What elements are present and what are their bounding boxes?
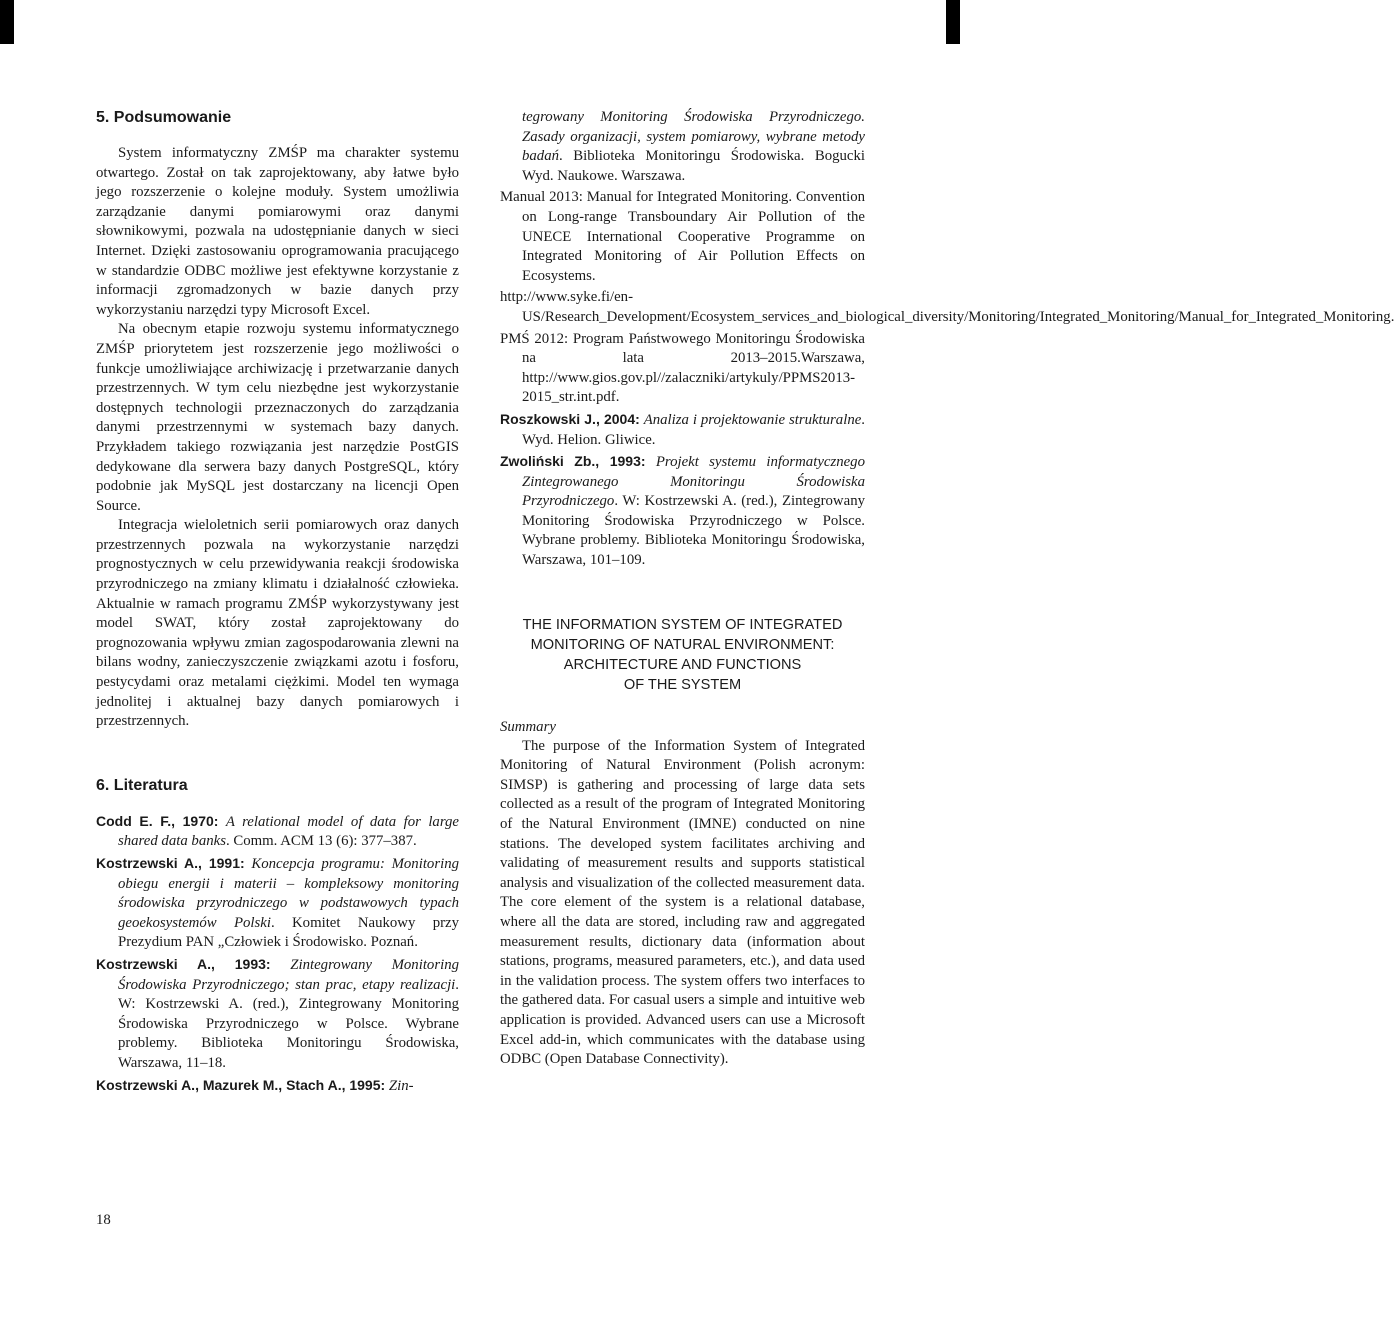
summary-paragraph: Integracja wieloletnich serii pomiarowych oraz danych przestrzennych pozwala na wykorzystanie narzędzi prognostycznych w celu przewidywania reakcji środowiska przyrodniczego na zmiany klimatu i działalność człowieka. Aktualnie w ramach programu ZMŚP wykorzystywany jest model SWAT, który został zaprojektowany do prognozowania wpływu zmian zagospodarowania zlewni na bilans wodny, zanieczyszczenie związkami azotu i fosforu, pestycydami oraz metalami ciężkimi. Model ten wymaga jednolitej i aktualnej bazy danych pomiarowych i przestrzennych.: [96, 517, 459, 730]
reference-item: Manual 2013: Manual for Integrated Monitoring. Convention on Long-range Transboundary Air Pollution of the UNECE International Cooperative Programme on Integrated Monitoring of Air Pollution Effects on Ecosystems.: [500, 189, 865, 284]
english-title-line: OF THE SYSTEM: [623, 676, 742, 693]
english-title: [500, 615, 865, 695]
summary-paragraph: Na obecnym etapie rozwoju systemu informatycznego ZMŚP priorytetem jest rozszerzenie jego możliwości o funkcje umożliwiające archiwizację i przetwarzanie danych przestrzennych. W tym celu niezbędne jest wykorzystanie dostępnych technologii przeznaczonych do zarządzania danymi przestrzennymi w systemach bazy danych. Przykładem takiego rozwiązania jest narzędzie PostGIS dedykowane dla serwera bazy danych PostgreSQL, który podobnie jak MySQL jest dostarczany na licencji Open Source.: [96, 321, 459, 514]
reference-item-continued: tegrowany Monitoring Środowiska Przyrodniczego. Zasady organizacji, system pomiarowy, wybrane metody badań. Biblioteka Monitoringu Środowiska. Bogucki Wyd. Naukowe. Warszawa.: [522, 109, 865, 184]
page-corner-mark-left: [0, 0, 14, 44]
reference-item: Codd E. F., 1970: A relational model of data for large shared data banks. Comm. ACM 13 (6): 377–387.: [96, 812, 459, 850]
reference-item: http://www.syke.fi/en-US/Research_Development/Ecosystem_services_and_biological_diversity/Monitoring/Integrated_Monitoring/Manual_for_Integrated_Monitoring.: [500, 289, 1394, 325]
reference-item: Kostrzewski A., 1993: Zintegrowany Monitoring Środowiska Przyrodniczego; stan prac, etapy realizacji. W: Kostrzewski A. (red.), Zintegrowany Monitoring Środowiska Przyrodniczego w Polsce. Wybrane problemy. Biblioteka Monitoringu Środowiska, Warszawa, 11–18.: [96, 955, 459, 1071]
page-corner-mark-right: [946, 0, 960, 44]
reference-item: Roszkowski J., 2004: Analiza i projektowanie strukturalne. Wyd. Helion. Gliwice.: [500, 410, 865, 448]
summary-label: Summary: [500, 718, 556, 735]
english-summary-text: The purpose of the Information System of Integrated Monitoring of Natural Environment (Polish acronym: SIMSP) is gathering and processing of large data sets collected as a result of the program of Integrated Monitoring of the Natural Environment (IMNE) conducted on nine stations. The developed system facilitates archiving and validating of measurement results and supports statistical analysis and visualization of the collected measurement data. The core element of the system is a relational database, where all the data are stored, including raw and aggregated measurement results, dictionary data (information about stations, programs, measured parameters, etc.), and data used in the validation process. The system offers two interfaces to the gathered data. For casual users a simple and intuitive web application is provided. Advanced users can use a Microsoft Excel add-in, which communicates with the database using ODBC (Open Database Connectivity).: [500, 737, 865, 1068]
english-title-line: THE INFORMATION SYSTEM OF INTEGRATED: [522, 616, 843, 633]
left-column: [96, 108, 459, 1098]
english-title-line: MONITORING OF NATURAL ENVIRONMENT:: [530, 636, 835, 653]
reference-item: Kostrzewski A., Mazurek M., Stach A., 1995: Zin-: [96, 1076, 414, 1094]
summary-paragraph: System informatyczny ZMŚP ma charakter systemu otwartego. Został on tak zaprojektowany, aby łatwe było jego rozszerzenie o kolejne moduły. System umożliwia zarządzanie danymi pomiarowymi oraz danymi słownikowymi, pozwala na udostępnianie danych w sieci Internet. Dzięki zastosowaniu oprogramowania pracującego w standardzie ODBC możliwe jest efektywne korzystanie z informacji zgromadzonych w bazie danych przy wykorzystaniu narzędzi typy Microsoft Excel.: [96, 145, 459, 318]
reference-item: Zwoliński Zb., 1993: Projekt systemu informatycznego Zintegrowanego Monitoringu Środowiska Przyrodniczego. W: Kostrzewski A. (red.), Zintegrowany Monitoring Środowiska Przyrodniczego w Polsce. Wybrane problemy. Biblioteka Monitoringu Środowiska, Warszawa, 101–109.: [500, 453, 865, 569]
section-heading-summary: 5. Podsumowanie: [96, 109, 232, 126]
reference-item: PMŚ 2012: Program Państwowego Monitoringu Środowiska na lata 2013–2015.Warszawa, http://www.gios.gov.pl//zalaczniki/artykuly/PPMS2013-2015_str.int.pdf.: [500, 330, 865, 406]
right-column: [500, 108, 1394, 1070]
reference-item: Kostrzewski A., 1991: Koncepcja programu: Monitoring obiegu energii i materii – kompleksowy monitoring środowiska przyrodniczego w podstawowych typach geoekosystemów Polski. Komitet Naukowy przy Prezydium PAN „Człowiek i Środowisko. Poznań.: [96, 855, 459, 951]
section-heading-literature: 6. Literatura: [96, 776, 188, 794]
english-title-line: ARCHITECTURE AND FUNCTIONS: [563, 656, 802, 673]
page-number: 18: [96, 1212, 111, 1228]
